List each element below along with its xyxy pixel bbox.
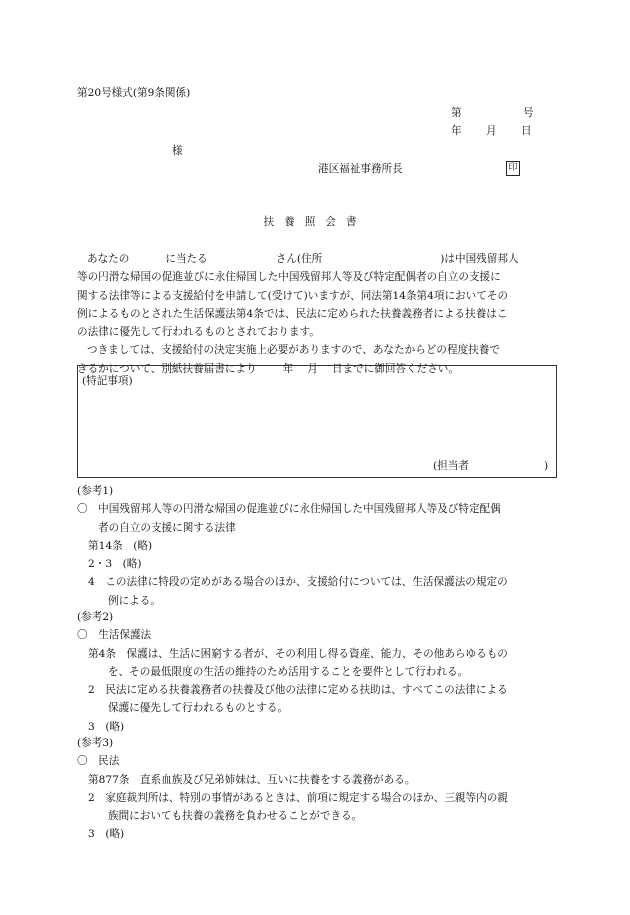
date-year-label: 年 — [451, 125, 462, 137]
reference-3 — [77, 734, 557, 844]
body-paragraph-1 — [77, 250, 557, 378]
doc-number-suffix: 号 — [523, 107, 534, 119]
reference-heading: (参考2) — [77, 611, 114, 623]
reference-line: 2 民法に定める扶養義務者の扶養及び他の法律に定める扶助は、すべてこの法律による — [88, 684, 508, 697]
reply-deadline-text: 日までに御回答ください。 — [331, 362, 459, 375]
reference-line: を、その最低限度の生活の維持のため活用することを要件として行われる。 — [108, 665, 469, 678]
issuer-name: 港区福祉事務所長 — [318, 163, 403, 175]
body-line — [77, 250, 557, 268]
body-line: 等の円滑な帰国の促進並びに永住帰国した中国残留邦人等及び特定配偶者の自立の支援に — [77, 271, 501, 284]
body-line: の法律に優先して行われるものとされております。 — [77, 326, 320, 339]
staff-label: (担当者 — [433, 460, 469, 472]
reference-line: 3 (略) — [88, 720, 125, 733]
reference-line: 例による。 — [108, 594, 161, 607]
relation-suffix: に当たる — [165, 253, 208, 265]
remarks-box — [77, 362, 557, 478]
applicant-address-label: さん(住所 — [275, 253, 323, 265]
reference-1 — [77, 482, 557, 610]
reference-line: 〇 生活保護法 — [77, 629, 152, 642]
reference-line: 第877条 直系血族及び兄弟姉妹は、互いに扶養をする義務がある。 — [88, 773, 416, 786]
reference-line: 第14条 (略) — [88, 539, 153, 552]
body-line: 例によるものとされた生活保護法第4条では、民法に定められた扶養義務者による扶養はこ — [77, 307, 508, 320]
body-line: 関する法律等による支援給付を申請して(受けて)いますが、同法第14条第4項においてその — [77, 289, 509, 302]
date-day-label: 日 — [521, 125, 532, 137]
reference-line: 2 家庭裁判所は、特別の事情があるときは、前項に規定する場合のほか、三親等内の親 — [88, 791, 508, 804]
reference-line: 者の自立の支援に関する法律 — [98, 521, 236, 534]
reference-line: 第4条 保護は、生活に困窮する者が、その利用し得る資産、能力、その他あらゆるもの — [88, 647, 508, 660]
staff-close: ) — [544, 460, 549, 472]
reply-month-label: 月 — [307, 362, 318, 375]
seal-mark: 印 — [506, 161, 520, 176]
reference-line: 〇 中国残留邦人等の円滑な帰国の促進並びに永住帰国した中国残留邦人等及び特定配偶 — [77, 503, 501, 516]
remarks-label: (特記事項) — [82, 375, 133, 387]
reply-year-label: 年 — [282, 362, 294, 375]
body-line: つきましては、支援給付の決定実施上必要がありますので、あなたからどの程度扶養で — [87, 344, 500, 357]
reference-line: 2・3 (略) — [88, 558, 142, 571]
reference-heading: (参考3) — [77, 737, 114, 749]
recipient-honorific: 様 — [172, 145, 183, 157]
reference-line: 4 この法律に特段の定めがある場合のほか、支援給付については、生活保護法の規定の — [88, 576, 508, 589]
reference-heading: (参考1) — [77, 485, 114, 497]
official-seal — [506, 159, 520, 177]
document-title: 扶養照会書 — [263, 216, 367, 228]
doc-number-label: 第 — [451, 107, 462, 119]
reference-2 — [77, 608, 557, 736]
form-number: 第20号様式(第9条関係) — [77, 87, 191, 99]
date-month-label: 月 — [486, 125, 497, 137]
relation-prefix: あなたの — [87, 253, 130, 265]
reference-line: 保護に優先して行われるものとする。 — [108, 702, 289, 715]
reference-line: 族間においても扶養の義務を負わせることができる。 — [108, 810, 363, 823]
reference-line: 〇 民法 — [77, 755, 120, 768]
reference-line: 3 (略) — [88, 828, 125, 841]
reply-instruction: きるかについて、別紙扶養届書により — [77, 362, 257, 375]
applicant-tail: )は中国残留邦人 — [440, 253, 519, 265]
